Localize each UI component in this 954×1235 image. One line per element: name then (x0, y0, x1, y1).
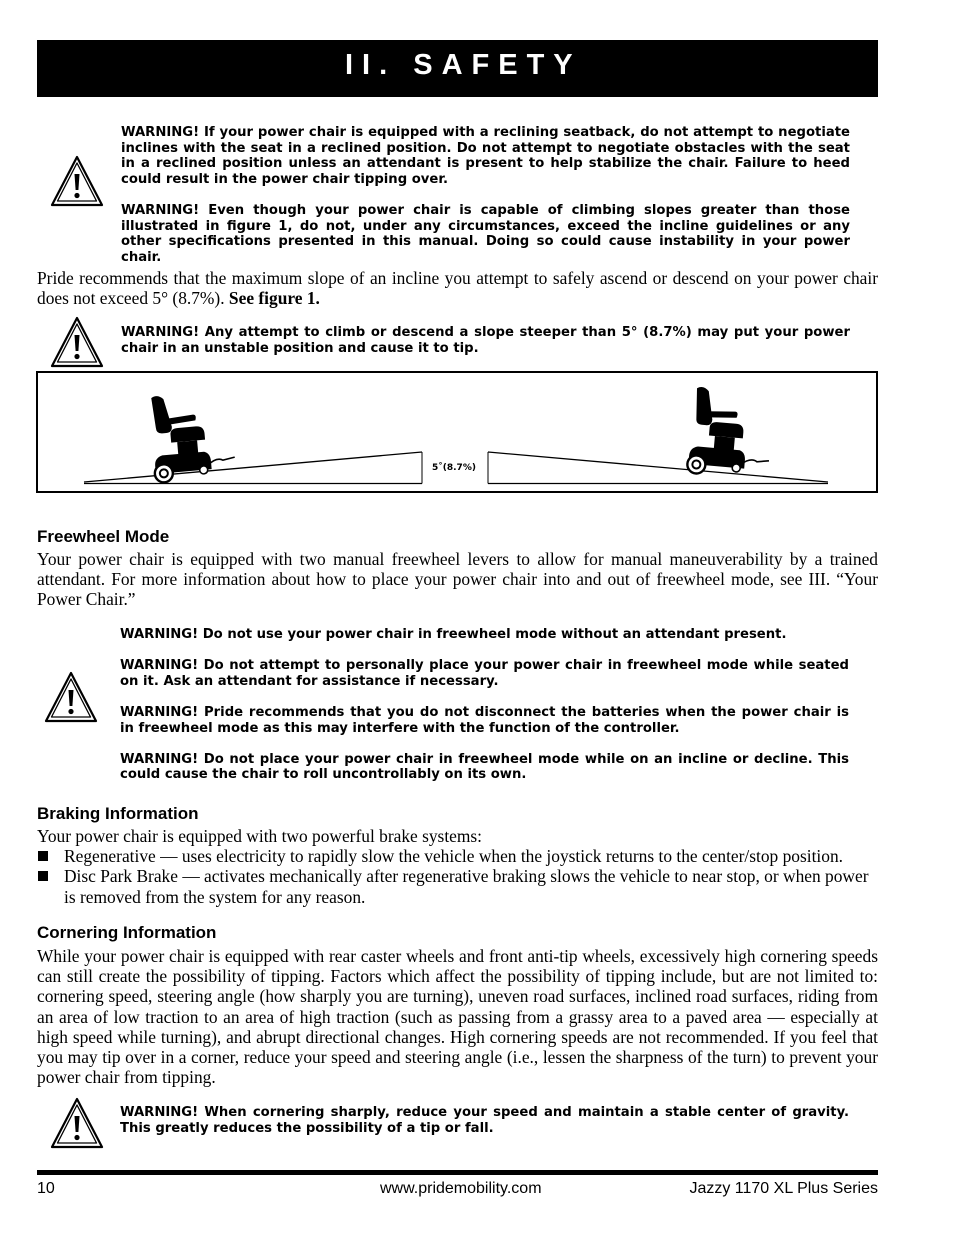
cornering-body: While your power chair is equipped with rear caster wheels and front anti-tip wheels, excessively high cornering speeds can still create the possibility of tipping. Factors which affect the possibility of tipping include, but are not limited to: cornering speed, steering angle (how sharply you are turning), uneven road surfaces, inclined road surfaces, riding from an area of low traction to an area of high traction (such as passing from a grassy area to a paved area — especially at high speed while turning), and abrupt directional changes. High cornering speeds are not recommended. If you feel that you may tip over in a corner, reduce your speed and steering angle (i.e., lessen the sharpness of the turn) to prevent your power chair from tipping. (37, 946, 878, 1088)
warning-block-recline (121, 125, 850, 265)
warning-triangle-icon (50, 1097, 104, 1149)
decline-line (488, 452, 828, 482)
braking-intro: Your power chair is equipped with two powerful brake systems: (37, 826, 482, 846)
slope-angle-label: 5˚(8.7%) (432, 463, 476, 473)
warning-text: WARNING! Any attempt to climb or descend a slope steeper than 5° (8.7%) may put your power chair in an unstable position and cause it to tip. (121, 325, 850, 356)
warning-triangle-icon (50, 155, 104, 207)
power-chair-illustration-right (687, 386, 775, 479)
freewheel-body: Your power chair is equipped with two manual freewheel levers to allow for manual maneuverability by a trained attendant. For more information about how to place your power chair into and out of freewheel mode, see III. “Your Power Chair.” (37, 549, 878, 610)
braking-section (37, 826, 878, 907)
warning-triangle-icon (44, 671, 98, 723)
freewheel-heading: Freewheel Mode (37, 527, 170, 546)
warning-block-slope (121, 325, 850, 356)
warning-text: WARNING! If your power chair is equipped with a reclining seatback, do not attempt to negotiate inclines with the seat in a reclined position. Do not attempt to negotiate obstacles with the seat in a reclined position unless an attendant is present to help stabilize the chair. Failure to heed could result in the power chair tipping over. (121, 125, 850, 187)
braking-heading: Braking Information (37, 804, 199, 823)
freewheel-paragraph (37, 549, 878, 610)
incline-line (84, 452, 422, 482)
website-link[interactable]: www.pridemobility.com (380, 1180, 542, 1197)
warning-block-freewheel (120, 627, 849, 783)
product-name: Jazzy 1170 XL Plus Series (689, 1180, 878, 1197)
cornering-paragraph (37, 946, 878, 1087)
figure-slope-diagram (36, 371, 878, 493)
slope-text: Pride recommends that the maximum slope of an incline you attempt to safely ascend or descend on your power chair does not exceed 5° (8.7%). (37, 268, 878, 309)
warning-text: WARNING! Do not place your power chair in freewheel mode while on an incline or decline. This could cause the chair to roll uncontrollably on its own. (120, 751, 849, 783)
page-number: 10 (37, 1180, 55, 1197)
figure-reference: See figure 1. (228, 288, 320, 309)
warning-text: WARNING! Pride recommends that you do not disconnect the batteries when the power chair is in freewheel mode as this may interfere with the function of the controller. (120, 704, 849, 736)
warning-block-cornering (120, 1105, 849, 1136)
bullet-square-icon (38, 851, 48, 861)
page-title: II. SAFETY (345, 49, 582, 81)
warning-text: WARNING! Even though your power chair is capable of climbing slopes greater than those illustrated in figure 1, do not, under any circumstances, exceed the incline guidelines or any other specifications presented in this manual. Doing so could cause instability in your power chair. (121, 202, 850, 265)
footer-rule (37, 1170, 878, 1175)
bullet-square-icon (38, 871, 48, 881)
cornering-heading: Cornering Information (37, 923, 217, 942)
warning-triangle-icon (50, 316, 104, 368)
list-item: Regenerative — uses electricity to rapidly slow the vehicle when the joystick returns to the center/stop position. (37, 846, 878, 866)
brake-list (37, 846, 878, 907)
warning-text: WARNING! When cornering sharply, reduce your speed and maintain a stable center of gravity. This greatly reduces the possibility of a tip or fall. (120, 1105, 849, 1136)
warning-text: WARNING! Do not use your power chair in freewheel mode without an attendant present. (120, 627, 787, 642)
slope-paragraph (37, 268, 878, 308)
list-item: Disc Park Brake — activates mechanically after regenerative braking slows the vehicle to near stop, or when power is removed from the system for any reason. (37, 866, 878, 906)
section-banner (37, 40, 878, 97)
warning-text: WARNING! Do not attempt to personally place your power chair in freewheel mode while seated on it. Ask an attendant for assistance if necessary. (120, 658, 849, 689)
